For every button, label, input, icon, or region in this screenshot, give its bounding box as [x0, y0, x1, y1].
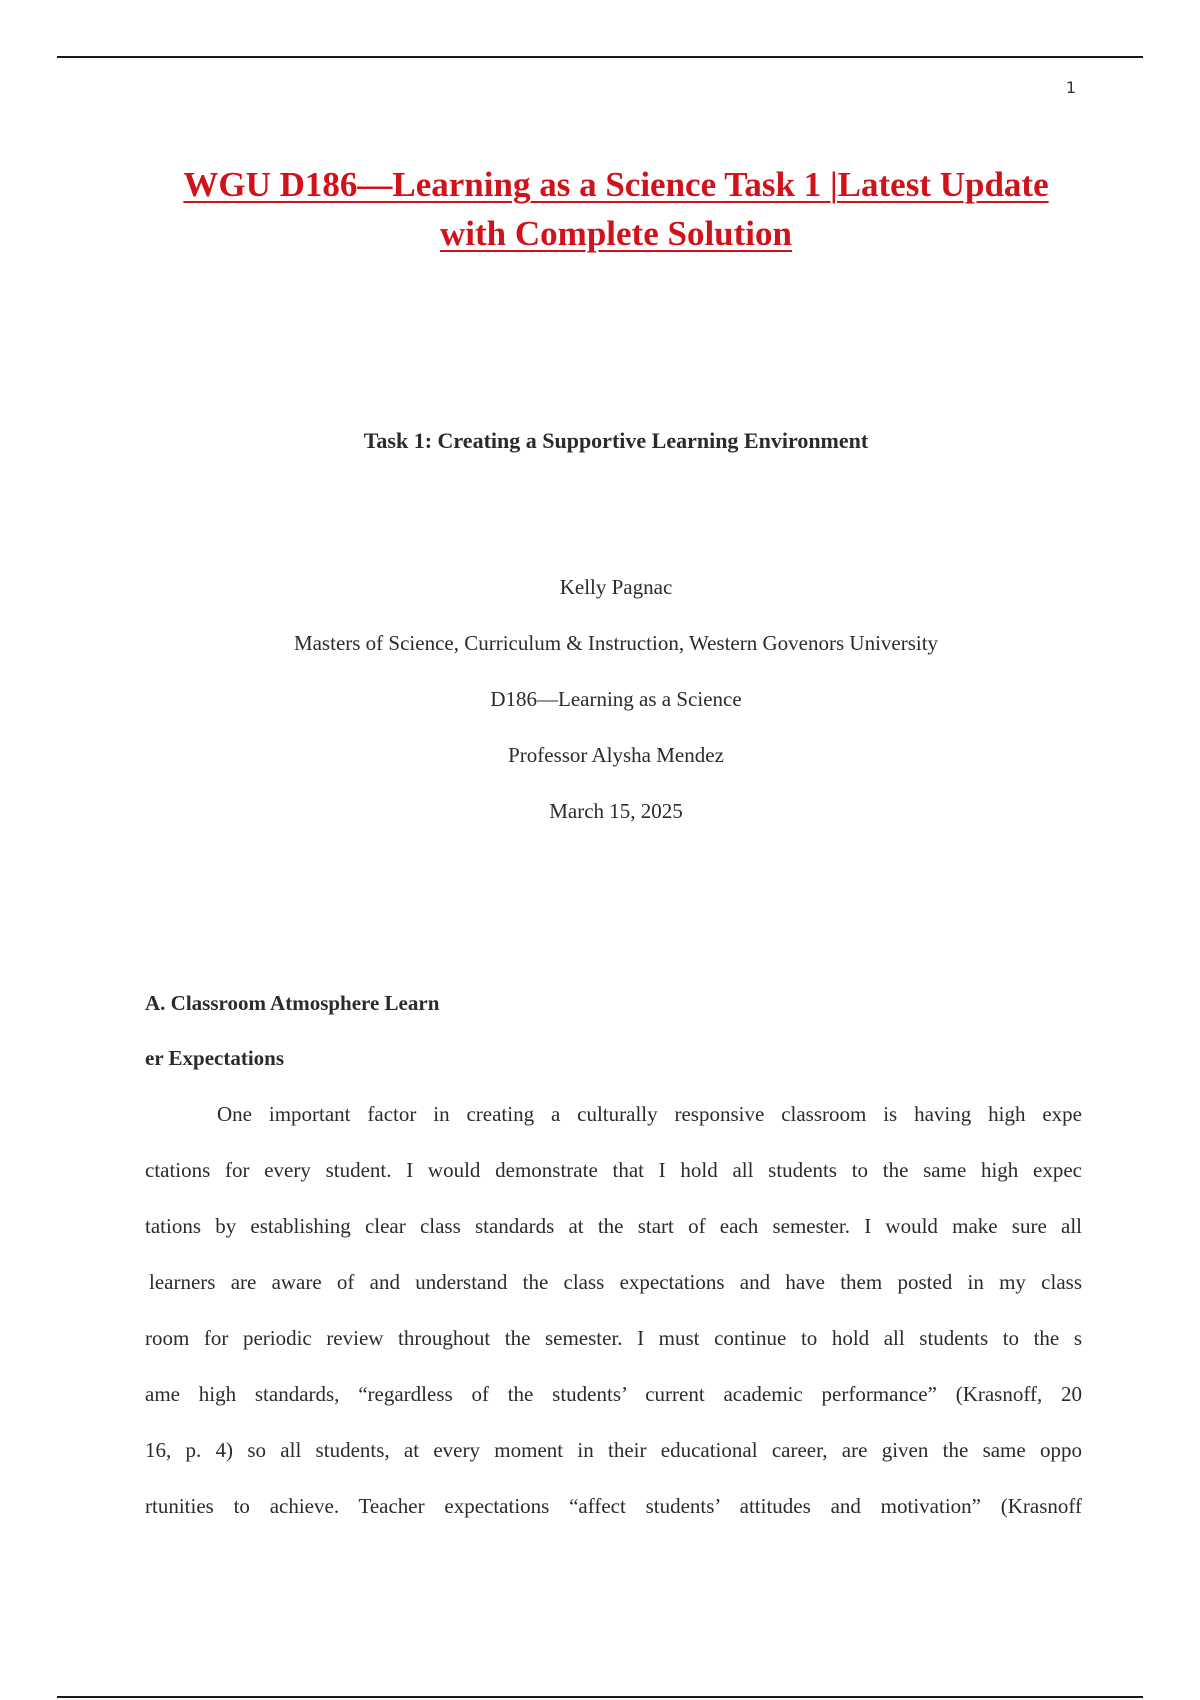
body-line: ame high standards, “regardless of the students’ current academic performance” (Krasnoff, 20 — [145, 1382, 1082, 1406]
task-heading — [0, 428, 1200, 454]
body-line: rtunities to achieve. Teacher expectations “affect students’ attitudes and motivation” (Krasnoff — [145, 1494, 1082, 1518]
task-title: Creating a Supportive Learning Environment — [437, 428, 869, 453]
body-line: learners are aware of and understand the class expectations and have them posted in my class — [149, 1270, 1082, 1294]
section-heading-line-1: A. Classroom Atmosphere Learn — [145, 991, 440, 1015]
cover-info — [0, 572, 1200, 852]
document-title-line-1: WGU D186—Learning as a Science Task 1 |Latest Update — [183, 165, 1049, 204]
body-line: ctations for every student. I would demonstrate that I hold all students to the same high expec — [145, 1158, 1082, 1182]
course-name: D186—Learning as a Science — [490, 687, 742, 711]
body-line: room for periodic review throughout the semester. I must continue to hold all students to the s — [145, 1326, 1082, 1350]
program-and-university: Masters of Science, Curriculum & Instruction, Western Govenors University — [293, 631, 939, 655]
footer-rule — [57, 1696, 1143, 1698]
body-paragraph — [145, 1099, 1082, 1547]
body-line: 16, p. 4) so all students, at every moment in their educational career, are given the same oppo — [145, 1438, 1082, 1462]
section-heading-line-2: er Expectations — [145, 1046, 285, 1070]
document-title — [140, 160, 1092, 258]
page-number: 1 — [1065, 78, 1076, 97]
author-name: Kelly Pagnac — [559, 575, 673, 599]
document-title-line-2: with Complete Solution — [440, 214, 792, 253]
task-label: Task 1: — [363, 428, 433, 453]
body-line: One important factor in creating a culturally responsive classroom is having high expe — [217, 1102, 1082, 1126]
body-line: tations by establishing clear class standards at the start of each semester. I would make sure all — [145, 1214, 1082, 1238]
professor-name: Professor Alysha Mendez — [508, 743, 724, 767]
submission-date: March 15, 2025 — [549, 799, 683, 823]
header-rule — [57, 56, 1143, 58]
